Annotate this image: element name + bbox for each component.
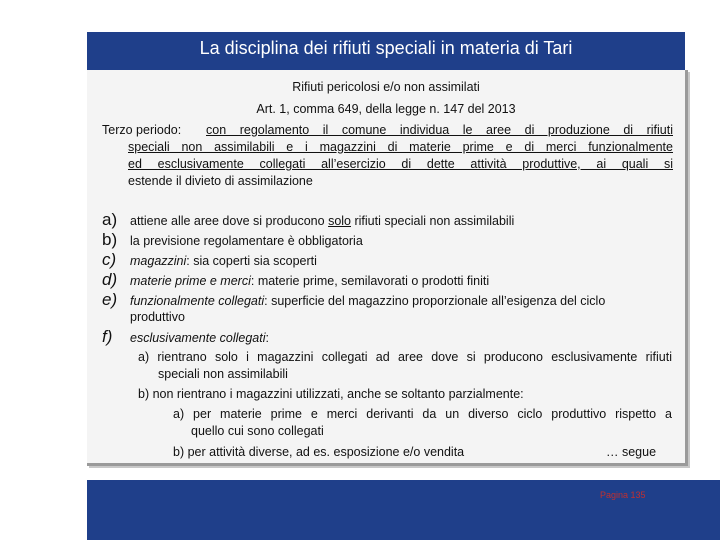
- item-f-text: :: [265, 331, 269, 345]
- sub-item-a-line-1: a) rientrano solo i magazzini collegati ad aree dove si producono esclusivamente rifiuti: [138, 350, 672, 364]
- item-a-emphasis: solo: [328, 214, 351, 228]
- item-a-text-post: rifiuti speciali non assimilabili: [351, 214, 515, 228]
- sub-item-b-b: b) per attività diverse, ad es. esposizione e/o vendita: [173, 445, 465, 459]
- list-letter-f: f): [102, 327, 113, 346]
- item-d-term: materie prime e merci: [130, 274, 251, 288]
- list-item-c: [130, 254, 317, 268]
- list-letter-a: a): [102, 210, 118, 229]
- sub-item-b: b) non rientrano i magazzini utilizzati, anche se soltanto parzialmente:: [138, 387, 524, 401]
- period-line-4: estende il divieto di assimilazione: [128, 174, 313, 188]
- list-letter-c: c): [102, 250, 117, 269]
- list-item-a: [130, 214, 514, 228]
- period-line-3: ed esclusivamente collegati all’esercizio di dette attività produttive, ai quali si: [128, 157, 673, 171]
- item-f-term: esclusivamente collegati: [130, 331, 266, 345]
- list-item-f: [130, 331, 269, 345]
- list-letter-d: d): [102, 270, 118, 289]
- sub-item-b-a-line-1: a) per materie prime e merci derivanti da un diverso ciclo produttivo rispetto a: [173, 407, 672, 421]
- item-e-text-line-1: : superficie del magazzino proporzionale all’esigenza del ciclo: [264, 294, 606, 308]
- list-item-d: [130, 274, 489, 288]
- item-c-term: magazzini: [130, 254, 187, 268]
- subtitle: Rifiuti pericolosi e/o non assimilati: [292, 80, 480, 94]
- list-item-b: la previsione regolamentare è obbligatoria: [130, 234, 363, 248]
- list-letter-b: b): [102, 230, 118, 249]
- item-d-text: : materie prime, semilavorati o prodotti finiti: [250, 274, 490, 288]
- period-line-2: speciali non assimilabili e i magazzini di materie prime e di merci funzionalmente: [128, 140, 673, 154]
- item-e-term: funzionalmente collegati: [130, 294, 265, 308]
- list-item-e: [130, 294, 605, 308]
- slide-title: La disciplina dei rifiuti speciali in materia di Tari: [199, 38, 573, 58]
- item-a-text-pre: attiene alle aree dove si producono: [130, 214, 329, 228]
- continues-label: … segue: [606, 445, 657, 459]
- sub-item-b-a-line-2: quello cui sono collegati: [191, 424, 324, 438]
- item-c-text: : sia coperti sia scoperti: [186, 254, 317, 268]
- period-label: Terzo periodo:: [102, 123, 182, 137]
- slide-title-bar: [87, 32, 685, 70]
- article-reference: Art. 1, comma 649, della legge n. 147 del 2013: [256, 102, 516, 116]
- page-number: Pagina 135: [600, 490, 646, 500]
- item-e-text-line-2: produttivo: [130, 310, 185, 324]
- footer-bar: [87, 480, 720, 540]
- period-line-1: con regolamento il comune individua le aree di produzione di rifiuti: [206, 123, 673, 137]
- list-letter-e: e): [102, 290, 118, 309]
- sub-item-a-line-2: speciali non assimilabili: [158, 367, 288, 381]
